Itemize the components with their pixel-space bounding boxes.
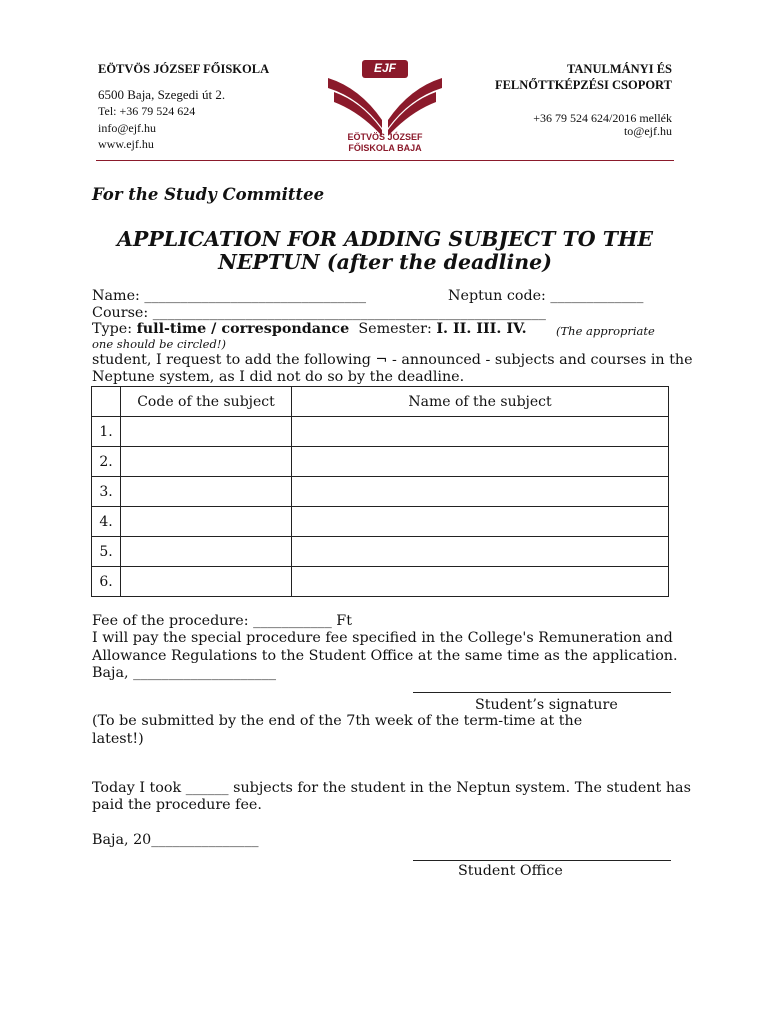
fee-field[interactable]: ___________ (253, 613, 332, 629)
semester-label: Semester: (358, 321, 432, 337)
row-number: 4. (92, 507, 121, 537)
college-logo (320, 58, 450, 158)
table-row (92, 537, 669, 567)
name-label: Name: (92, 288, 140, 304)
subject-code-cell[interactable] (121, 447, 292, 477)
semester-options[interactable]: I. II. III. IV. (436, 321, 527, 337)
neptun-code-label: Neptun code: (448, 288, 546, 304)
office-date-field[interactable]: Baja, 20_______________ (92, 832, 259, 848)
name-field[interactable]: _______________________________ (144, 288, 367, 304)
payment-text-line1: I will pay the special procedure fee specified in the College's Remuneration and (92, 630, 673, 646)
table-row (92, 477, 669, 507)
office-statement-line1: Today I took ______ subjects for the student in the Neptun system. The student has (92, 780, 691, 796)
table-row (92, 567, 669, 597)
subject-code-cell[interactable] (121, 417, 292, 447)
logo-text-line1: EÖTVÖS JÓZSEF (347, 132, 423, 142)
subjects-table (91, 386, 669, 597)
table-header-number (92, 387, 121, 417)
institution-email: info@ejf.hu (98, 121, 157, 135)
office-signature-line[interactable] (413, 860, 671, 861)
table-header-code: Code of the subject (121, 387, 292, 417)
committee-heading: For the Study Committee (92, 185, 325, 204)
department-name-line2: FELNŐTTKÉPZÉSI CSOPORT (494, 78, 672, 92)
subject-name-cell[interactable] (292, 537, 669, 567)
subject-name-cell[interactable] (292, 447, 669, 477)
office-statement-line2: paid the procedure fee. (92, 797, 262, 813)
submission-note-line2: latest!) (92, 731, 144, 747)
request-text-line1: student, I request to add the following ¬ - announced - subjects and courses in the (92, 352, 693, 368)
subject-name-cell[interactable] (292, 477, 669, 507)
table-header-name: Name of the subject (292, 387, 669, 417)
neptun-code-field[interactable]: _____________ (550, 288, 644, 304)
office-signature-label: Student Office (458, 863, 563, 879)
row-number: 3. (92, 477, 121, 507)
course-row (92, 305, 546, 321)
logo-text-line2: FŐISKOLA BAJA (348, 143, 422, 153)
table-row (92, 417, 669, 447)
row-number: 5. (92, 537, 121, 567)
department-name-line1: TANULMÁNYI ÉS (567, 62, 672, 76)
subject-name-cell[interactable] (292, 417, 669, 447)
name-row (92, 288, 366, 304)
fee-row (92, 613, 352, 629)
subject-code-cell[interactable] (121, 537, 292, 567)
logo-mark: EJF (373, 61, 396, 75)
type-label: Type: (92, 321, 133, 337)
fee-unit: Ft (336, 613, 352, 629)
neptun-row (448, 288, 643, 304)
table-row (92, 507, 669, 537)
row-number: 6. (92, 567, 121, 597)
form-title-line1: APPLICATION FOR ADDING SUBJECT TO THE (117, 227, 653, 251)
circle-note-line1: (The appropriate (556, 324, 655, 338)
table-header-row (92, 387, 669, 417)
payment-text-line2: Allowance Regulations to the Student Office at the same time as the application. (92, 648, 678, 664)
type-row (92, 321, 527, 337)
place-date-field[interactable]: Baja, ____________________ (92, 665, 277, 681)
row-number: 2. (92, 447, 121, 477)
circle-note-line2: one should be circled!) (92, 337, 226, 351)
student-signature-label: Student’s signature (475, 697, 618, 713)
fee-label: Fee of the procedure: (92, 613, 249, 629)
submission-note-line1: (To be submitted by the end of the 7th week of the term-time at the (92, 713, 583, 729)
subject-code-cell[interactable] (121, 477, 292, 507)
subject-code-cell[interactable] (121, 507, 292, 537)
course-label: Course: (92, 305, 149, 321)
department-email: to@ejf.hu (623, 124, 672, 138)
subject-name-cell[interactable] (292, 507, 669, 537)
header-divider (96, 160, 674, 161)
subject-name-cell[interactable] (292, 567, 669, 597)
request-text-line2: Neptune system, as I did not do so by the deadline. (92, 369, 465, 385)
type-options[interactable]: full-time / correspondance (136, 321, 350, 337)
institution-name: EÖTVÖS JÓZSEF FŐISKOLA (98, 62, 270, 76)
student-signature-line[interactable] (413, 692, 671, 693)
row-number: 1. (92, 417, 121, 447)
institution-address: 6500 Baja, Szegedi út 2. (98, 87, 226, 102)
table-row (92, 447, 669, 477)
institution-tel: Tel: +36 79 524 624 (98, 104, 196, 118)
course-field[interactable]: _______________________________________________________ (152, 305, 546, 321)
department-phone: +36 79 524 624/2016 mellék (533, 111, 672, 125)
subject-code-cell[interactable] (121, 567, 292, 597)
institution-web: www.ejf.hu (98, 137, 154, 151)
form-title-line2: NEPTUN (after the deadline) (218, 250, 552, 274)
